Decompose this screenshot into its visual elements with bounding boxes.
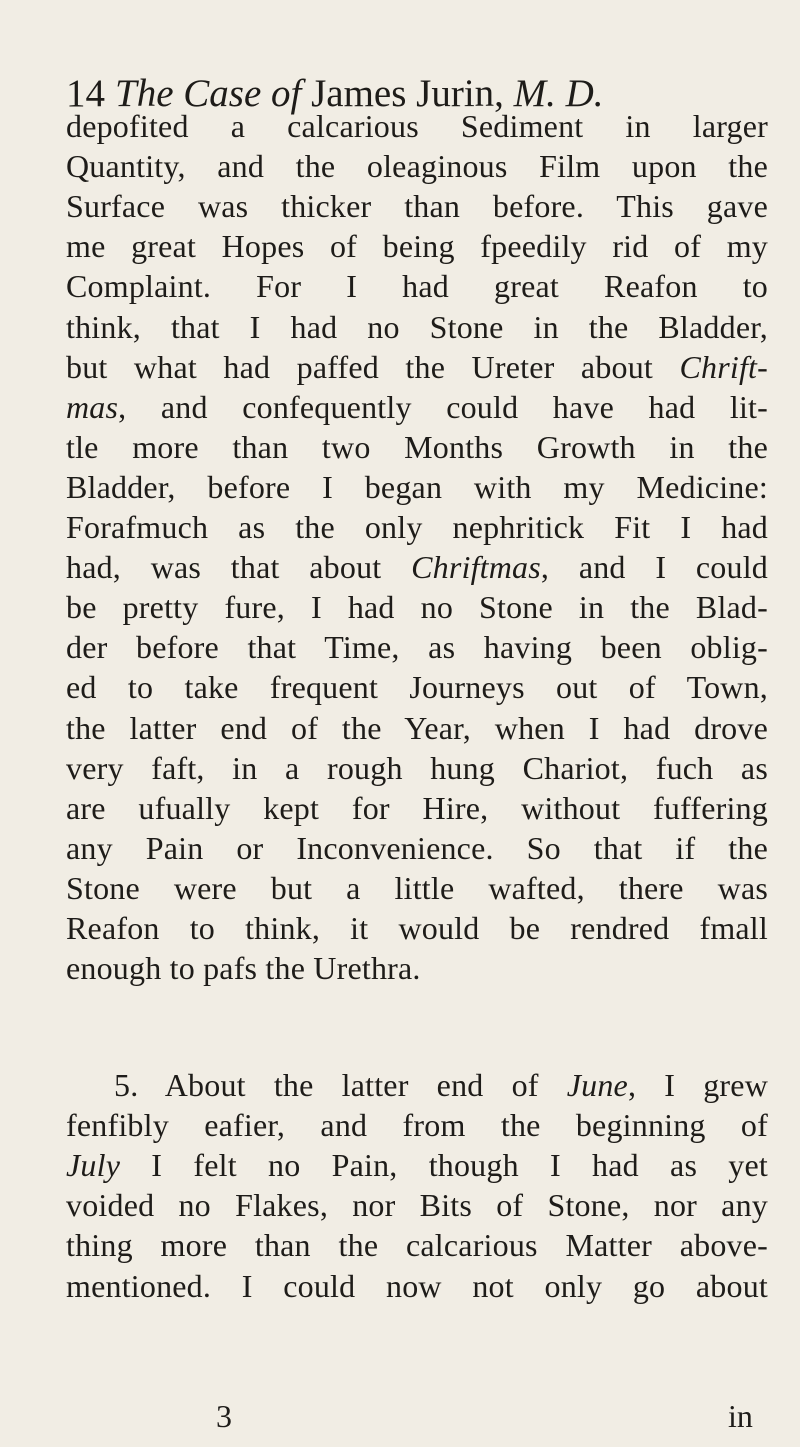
text-line <box>66 1105 768 1145</box>
text-line <box>66 467 768 507</box>
text-run: , and I could <box>540 549 768 586</box>
text-line <box>66 1185 768 1225</box>
text-run: any Pain or Inconvenience. So that if the <box>66 829 768 866</box>
text-run: Forafmuch as the only nephritick Fit I had <box>66 509 768 545</box>
text-line <box>66 146 768 186</box>
text-run: Stone were but a little wafted, there was <box>66 869 768 906</box>
text-line <box>66 186 768 226</box>
text-line <box>66 226 768 266</box>
text-run: enough to pafs the Urethra. <box>66 950 421 987</box>
text-run: mentioned. I could now not only go about <box>66 1267 768 1304</box>
header-title-italic: The Case of <box>115 72 302 115</box>
text-run: the latter end of the Year, when I had drove <box>66 709 768 746</box>
text-line <box>66 908 768 948</box>
italic-word: June <box>566 1067 628 1103</box>
text-run: Reafon to think, it would be rendred fmall <box>66 910 768 946</box>
text-line <box>66 868 768 908</box>
text-line <box>66 788 768 828</box>
text-line <box>66 708 768 748</box>
text-line <box>66 1145 768 1185</box>
text-line <box>114 1065 768 1105</box>
text-run: voided no Flakes, nor Bits of Stone, nor any <box>66 1187 768 1224</box>
text-run: depofited a calcarious Sediment in larger <box>66 108 768 144</box>
text-line <box>66 748 768 788</box>
text-run: , and confequently could have had lit- <box>118 388 768 425</box>
text-line <box>66 627 768 667</box>
text-line <box>66 948 768 988</box>
text-run: be pretty fure, I had no Stone in the Blad- <box>66 589 768 626</box>
catchword: in <box>728 1398 753 1434</box>
italic-word: mas <box>66 388 119 425</box>
text-run: , I grew <box>627 1067 768 1103</box>
text-run: Complaint. For I had great Reafon to <box>66 268 768 305</box>
header-title-name: James Jurin, <box>311 72 504 115</box>
page-number: 14 <box>66 72 105 115</box>
text-run: fenfibly eafier, and from the beginning of <box>66 1107 768 1144</box>
signature-mark: 3 <box>216 1398 232 1434</box>
text-line <box>66 667 768 707</box>
text-line <box>66 507 768 547</box>
text-run: tle more than two Months Growth in the <box>66 428 768 465</box>
header-title-degree: M. D. <box>513 72 604 115</box>
text-line <box>66 547 768 587</box>
text-run: Bladder, before I began with my Medicine: <box>66 468 768 505</box>
text-run: I felt no Pain, though I had as yet <box>120 1147 768 1184</box>
text-line <box>66 347 768 387</box>
text-run: me great Hopes of being fpeedily rid of my <box>66 228 768 265</box>
text-line <box>66 427 768 467</box>
text-run: think, that I had no Stone in the Bladder, <box>66 308 768 345</box>
text-line <box>66 1266 768 1306</box>
text-line <box>66 1225 768 1265</box>
text-run: are ufually kept for Hire, without fuffering <box>66 789 768 826</box>
text-run: Quantity, and the oleaginous Film upon the <box>66 148 768 185</box>
italic-word: Chriftmas <box>411 549 541 586</box>
text-run: der before that Time, as having been oblig- <box>66 629 768 666</box>
text-run: but what had paffed the Ureter about <box>66 348 680 385</box>
text-line <box>66 587 768 627</box>
italic-word: July <box>66 1147 121 1184</box>
text-run: thing more than the calcarious Matter above- <box>66 1227 768 1264</box>
text-line <box>66 106 768 146</box>
text-run: 5. About the latter end of <box>114 1067 567 1103</box>
text-run: very faft, in a rough hung Chariot, fuch as <box>66 749 768 786</box>
text-run: ed to take frequent Journeys out of Town, <box>66 669 768 706</box>
italic-word: Chrift- <box>679 348 768 385</box>
text-line <box>66 387 768 427</box>
text-line <box>66 266 768 306</box>
text-run: Surface was thicker than before. This gave <box>66 188 768 225</box>
text-line <box>66 828 768 868</box>
text-line <box>66 307 768 347</box>
text-run: had, was that about <box>66 549 412 586</box>
